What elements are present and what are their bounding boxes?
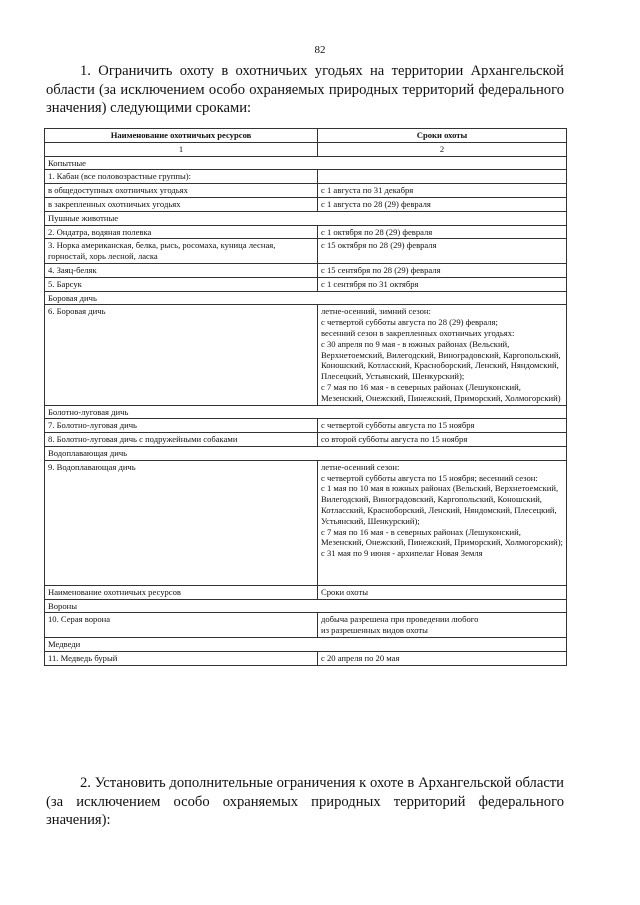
resource-name: в общедоступных охотничьих угодьях [45,184,318,198]
table-row [45,651,567,665]
table-row [45,419,567,433]
column-number-1: 1 [45,142,318,156]
table-section-row [45,638,567,652]
header-periods: Сроки охоты [318,129,567,143]
outro-text: 2. Установить дополнительные ограничения к охоте в Архангельской области (за исключением особо охраняемых природных территорий федерального значения): [46,775,564,828]
table-row [45,460,567,585]
resource-name: 7. Болотно-луговая дичь [45,419,318,433]
hunting-period: с 1 августа по 31 декабря [318,184,567,198]
table-section-row [45,291,567,305]
hunting-period: с 15 октября по 28 (29) февраля [318,239,567,264]
hunting-period: с четвертой субботы августа по 15 ноября [318,419,567,433]
table-row [45,239,567,264]
column-number-2: 2 [318,142,567,156]
hunting-period: со второй субботы августа по 15 ноября [318,433,567,447]
hunting-period: с 15 сентября по 28 (29) февраля [318,263,567,277]
table-row [45,263,567,277]
table-number-row [45,142,567,156]
resource-name: 3. Норка американская, белка, рысь, росомаха, куница лесная, горностай, хорь лесной, ласка [45,239,318,264]
hunting-period: летне-осенний сезон: с четвертой субботы августа по 15 ноября; весенний сезон: с 1 мая по 10 мая в южных районах (Вельский, Верхнетоемский, Вилегодский, Виноградовский, Каргопольский, Коношский, Котласский, Красноборский, Ленский, Няндомский, Плесецкий, Устьянский, Шенкурский); с 7 мая по 16 мая - в северных районах (Лешуконский, Мезенский, Онежский, Пинежский, Приморский, Холмогорский); с 31 мая по 9 июня - архипелаг Новая Земля [318,460,567,585]
outro-paragraph [46,774,564,830]
table-section-row [45,405,567,419]
table-section-row [45,156,567,170]
intro-text: 1. Ограничить охоту в охотничьих угодьях на территории Архангельской области (за исключением особо охраняемых природных территорий федерального значения) следующими сроками: [46,63,564,116]
table-row [45,225,567,239]
hunting-period [318,170,567,184]
section-label: Болотно-луговая дичь [45,405,567,419]
table-row [45,585,567,599]
table-row [45,277,567,291]
hunting-period: с 1 октября по 28 (29) февраля [318,225,567,239]
resource-name: 8. Болотно-луговая дичь с подружейными собаками [45,433,318,447]
section-label: Копытные [45,156,567,170]
resource-name: 4. Заяц-беляк [45,263,318,277]
resource-name: 11. Медведь бурый [45,651,318,665]
intro-paragraph [46,62,564,118]
resource-name: 6. Боровая дичь [45,305,318,405]
section-label: Водоплавающая дичь [45,446,567,460]
hunting-period: с 1 сентября по 31 октября [318,277,567,291]
table-body [45,129,567,666]
hunting-periods-table [44,128,567,666]
table-section-row [45,446,567,460]
resource-name: в закрепленных охотничьих угодьях [45,197,318,211]
table-row [45,184,567,198]
table-row [45,305,567,405]
table-section-row [45,211,567,225]
table-header-row [45,129,567,143]
table-row [45,613,567,638]
resource-name: Наименование охотничьих ресурсов [45,585,318,599]
hunting-period: с 1 августа по 28 (29) февраля [318,197,567,211]
resource-name: 5. Барсук [45,277,318,291]
page-number: 82 [314,44,326,56]
resource-name: 1. Кабан (все половозрастные группы): [45,170,318,184]
hunting-period: добыча разрешена при проведении любого из разрешенных видов охоты [318,613,567,638]
header-resources: Наименование охотничьих ресурсов [45,129,318,143]
section-label: Вороны [45,599,567,613]
section-label: Пушные животные [45,211,567,225]
resource-name: 2. Ондатра, водяная полевка [45,225,318,239]
table-section-row [45,599,567,613]
table-row [45,170,567,184]
table-row [45,197,567,211]
hunting-period: с 20 апреля по 20 мая [318,651,567,665]
section-label: Боровая дичь [45,291,567,305]
resource-name: 10. Серая ворона [45,613,318,638]
resource-name: 9. Водоплавающая дичь [45,460,318,585]
hunting-period: Сроки охоты [318,585,567,599]
section-label: Медведи [45,638,567,652]
table-row [45,433,567,447]
hunting-period: летне-осенний, зимний сезон: с четвертой субботы августа по 28 (29) февраля; весенний сезон в закрепленных охотничьих угодьях: с 30 апреля по 9 мая - в южных районах (Вельский, Верхнетоемский, Вилегодский, Виноградовский, Каргопольский, Коношский, Котласский, Красноборский, Ленский, Няндомский, Плесецкий, Устьянский, Шенкурский); с 7 мая по 16 мая - в северных районах (Лешуконский, Мезенский, Онежский, Пинежский, Приморский, Холмогорский) [318,305,567,405]
